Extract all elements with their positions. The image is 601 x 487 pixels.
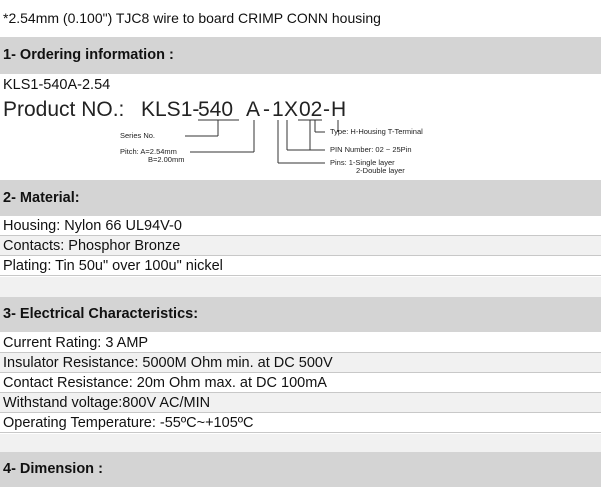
section-heading-electrical: 3- Electrical Characteristics:: [0, 297, 601, 332]
series-label: Series No.: [120, 131, 156, 140]
code-x: X: [284, 98, 299, 121]
product-number-diagram: [0, 96, 601, 178]
pins-label: Pins: 1-Single layer: [330, 158, 395, 167]
code-pins: 02: [299, 98, 323, 121]
code-dash: -: [263, 98, 270, 121]
spacer-row: [0, 434, 601, 452]
section-heading-dimension: 4- Dimension :: [0, 452, 601, 487]
code-dash2: -: [323, 98, 330, 121]
material-item: Contacts: Phosphor Bronze: [0, 236, 601, 256]
electrical-item: Contact Resistance: 20m Ohm max. at DC 100mA: [0, 373, 601, 393]
section-heading-ordering: 1- Ordering information :: [0, 37, 601, 74]
code-pitch: A: [246, 98, 261, 121]
code-kls: KLS1-: [141, 98, 200, 121]
code-type: H: [331, 98, 347, 121]
section-heading-material: 2- Material:: [0, 180, 601, 216]
pitch-label: Pitch: A=2.54mm: [120, 147, 177, 156]
product-title: *2.54mm (0.100") TJC8 wire to board CRIMP CONN housing: [3, 10, 381, 26]
type-label: Type: H-Housing T-Terminal: [330, 127, 423, 136]
pins-label-2: 2-Double layer: [356, 166, 405, 175]
pitch-label-2: B=2.00mm: [148, 155, 185, 164]
electrical-item: Operating Temperature: -55ºC~+105ºC: [0, 413, 601, 433]
spacer-row: [0, 277, 601, 297]
pin-number-label: PIN Number: 02 ~ 25Pin: [330, 145, 412, 154]
material-item: Housing: Nylon 66 UL94V-0: [0, 216, 601, 236]
material-item: Plating: Tin 50u" over 100u" nickel: [0, 256, 601, 276]
part-number: KLS1-540A-2.54: [3, 77, 111, 93]
electrical-item: Current Rating: 3 AMP: [0, 333, 601, 353]
electrical-item: Insulator Resistance: 5000M Ohm min. at DC 500V: [0, 353, 601, 373]
electrical-item: Withstand voltage:800V AC/MIN: [0, 393, 601, 413]
product-no-prefix: Product NO.:: [3, 98, 125, 121]
code-series: 540: [198, 98, 234, 121]
code-layer: 1: [272, 98, 284, 121]
